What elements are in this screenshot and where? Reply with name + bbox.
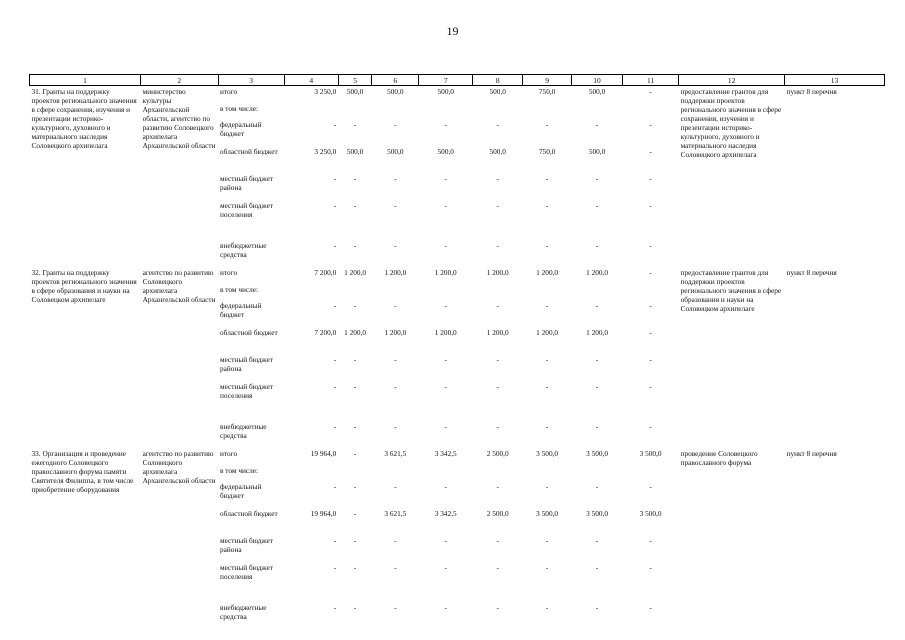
amount-cell: - (444, 200, 447, 210)
amount-cell: - (496, 119, 499, 129)
reference-cell: пункт 8 перечня (786, 87, 837, 96)
amount-cell: 1 200,0 (536, 327, 559, 337)
amount-cell: 3 621,5 (384, 448, 407, 458)
event-name-cell: 32. Гранты на поддержку проектов регионального значения в сфере образования и науки на Соловецком архипелаге (31, 267, 137, 304)
amount-cell: - (496, 602, 499, 612)
amount-cell: - (333, 381, 337, 391)
amount-cell (284, 103, 338, 119)
amount-cell: - (444, 535, 447, 545)
amount-cell: 1 200,0 (344, 327, 366, 337)
amount-cell: - (595, 381, 599, 391)
amount-cell (572, 465, 623, 481)
amount-cell (338, 103, 372, 119)
amount-cell (419, 465, 473, 481)
amount-cell: 1 200,0 (586, 327, 608, 337)
table-row (30, 86, 885, 103)
funding-source-cell: федеральный бюджет (220, 300, 262, 319)
amount-cell (419, 103, 473, 119)
amount-cell: 3 500,0 (639, 508, 662, 518)
amount-cell: - (394, 200, 397, 210)
amount-cell: 1 200,0 (434, 267, 457, 277)
amount-cell: - (496, 535, 499, 545)
amount-cell: - (545, 200, 549, 210)
amount-cell (572, 103, 623, 119)
funding-source-cell: местный бюджет района (220, 354, 273, 373)
amount-cell (623, 284, 679, 300)
amount-cell: - (353, 481, 357, 491)
amount-cell: - (394, 173, 397, 183)
funding-source-cell: внебюджетные средства (220, 602, 267, 621)
amount-cell: - (333, 602, 337, 612)
page-number: 19 (446, 24, 459, 38)
amount-cell: - (394, 354, 397, 364)
amount-cell: 1 200,0 (344, 267, 366, 277)
amount-cell: - (496, 381, 499, 391)
amount-cell: 19 964,0 (310, 508, 337, 518)
amount-cell (473, 465, 523, 481)
result-cell: проведение Соловецкого православного форума (680, 448, 758, 467)
amount-cell: - (394, 300, 397, 310)
table-row (30, 448, 885, 465)
funding-source-cell: местный бюджет района (220, 535, 273, 554)
amount-cell: - (545, 300, 549, 310)
funding-source-cell: итого (220, 267, 238, 277)
amount-cell: - (353, 508, 357, 518)
amount-cell: - (595, 240, 599, 250)
amount-cell: 750,0 (538, 146, 556, 156)
funding-source-cell: в том числе: (220, 465, 259, 475)
amount-cell: - (444, 602, 447, 612)
amount-cell: - (595, 173, 599, 183)
column-number: 9 (523, 75, 572, 86)
amount-cell: - (595, 421, 599, 431)
amount-cell: - (353, 240, 357, 250)
amount-cell: 500,0 (437, 87, 454, 96)
column-number-row (30, 75, 885, 86)
amount-cell: - (649, 354, 652, 364)
amount-cell: - (333, 562, 337, 572)
funding-source-cell: местный бюджет поселения (220, 200, 273, 219)
amount-cell: 500,0 (346, 146, 364, 156)
amount-cell (372, 465, 419, 481)
amount-cell: - (444, 300, 447, 310)
amount-cell: - (595, 535, 599, 545)
funding-source-cell: итого (220, 87, 238, 96)
amount-cell: - (649, 200, 652, 210)
amount-cell: - (353, 300, 357, 310)
funding-source-cell: местный бюджет района (220, 173, 273, 192)
amount-cell: - (394, 240, 397, 250)
amount-cell: - (394, 421, 397, 431)
amount-cell (623, 103, 679, 119)
amount-cell: - (545, 535, 549, 545)
amount-cell (523, 284, 572, 300)
amount-cell (523, 465, 572, 481)
amount-cell: - (353, 173, 357, 183)
funding-source-cell: федеральный бюджет (220, 481, 262, 500)
amount-cell: - (496, 173, 499, 183)
result-cell: предоставление грантов для поддержки проектов регионального значения в сфере образования и науки на Соловецком архипелаге (680, 267, 782, 313)
amount-cell: - (595, 300, 599, 310)
amount-cell: - (496, 240, 499, 250)
amount-cell: - (649, 562, 652, 572)
amount-cell: - (496, 481, 499, 491)
amount-cell: - (353, 535, 357, 545)
event-name-cell: 31. Гранты на поддержку проектов регионального значения в сфере сохранения, изучения и презентации историко-культурного, духовного и материального наследия Соловецкого архипелага (31, 87, 137, 150)
amount-cell: - (545, 602, 549, 612)
amount-cell: - (333, 173, 337, 183)
amount-cell (419, 284, 473, 300)
amount-cell: 1 200,0 (536, 267, 559, 277)
amount-cell: 2 500,0 (486, 448, 509, 458)
amount-cell (338, 284, 372, 300)
column-number: 10 (572, 75, 623, 86)
amount-cell: - (545, 481, 549, 491)
amount-cell: - (353, 200, 357, 210)
amount-cell: - (353, 421, 357, 431)
funding-source-cell: внебюджетные средства (220, 240, 267, 259)
amount-cell (284, 465, 338, 481)
reference-cell: пункт 8 перечня (786, 448, 837, 458)
amount-cell: 1 200,0 (434, 327, 457, 337)
amount-cell: - (496, 354, 499, 364)
funding-source-cell: в том числе: (220, 103, 259, 113)
amount-cell: - (333, 421, 337, 431)
amount-cell: - (333, 240, 337, 250)
column-number: 1 (30, 75, 141, 86)
amount-cell: 500,0 (346, 87, 364, 96)
amount-cell: - (333, 300, 337, 310)
table-row (30, 267, 885, 284)
funding-source-cell: в том числе: (220, 284, 259, 294)
amount-cell: - (394, 535, 397, 545)
amount-cell: - (353, 119, 357, 129)
amount-cell: 500,0 (437, 146, 454, 156)
amount-cell: - (333, 481, 337, 491)
column-number: 5 (338, 75, 372, 86)
column-number: 6 (372, 75, 419, 86)
amount-cell: - (545, 173, 549, 183)
amount-cell: - (353, 381, 357, 391)
reference-cell: пункт 8 перечня (786, 267, 837, 277)
amount-cell (473, 284, 523, 300)
column-number: 2 (141, 75, 218, 86)
amount-cell: 3 500,0 (639, 448, 662, 458)
amount-cell: - (545, 381, 549, 391)
amount-cell: - (649, 421, 652, 431)
column-number: 11 (623, 75, 679, 86)
amount-cell: 3 250,0 (314, 87, 337, 96)
amount-cell: - (444, 562, 447, 572)
amount-cell: 1 200,0 (486, 267, 509, 277)
amount-cell: 7 200,0 (314, 267, 337, 277)
amount-cell: 500,0 (489, 146, 506, 156)
amount-cell: - (595, 119, 599, 129)
amount-cell: - (353, 448, 357, 458)
column-number: 13 (785, 75, 885, 86)
amount-cell: - (353, 562, 357, 572)
amount-cell: 1 200,0 (586, 267, 608, 277)
amount-cell: - (595, 200, 599, 210)
amount-cell: - (496, 421, 499, 431)
amount-cell: - (545, 354, 549, 364)
amount-cell: - (444, 381, 447, 391)
amount-cell: - (394, 381, 397, 391)
amount-cell: - (649, 87, 652, 96)
amount-cell (284, 284, 338, 300)
executor-cell: агентство по развитию Соловецкого архипелага Архангельской области (142, 267, 216, 304)
amount-cell: - (595, 562, 599, 572)
amount-cell: 1 200,0 (384, 267, 407, 277)
amount-cell: - (394, 602, 397, 612)
amount-cell (372, 284, 419, 300)
column-number: 4 (284, 75, 338, 86)
amount-cell: - (545, 562, 549, 572)
amount-cell: - (394, 119, 397, 129)
funding-source-cell: федеральный бюджет (220, 119, 262, 138)
executor-cell: агентство по развитию Соловецкого архипелага Архангельской области (142, 448, 216, 485)
amount-cell (473, 103, 523, 119)
amount-cell: - (353, 354, 357, 364)
amount-cell: - (496, 562, 499, 572)
amount-cell: 3 342,5 (434, 508, 457, 518)
amount-cell: 500,0 (588, 146, 606, 156)
amount-cell: 500,0 (588, 87, 606, 96)
column-number: 3 (218, 75, 284, 86)
funding-source-cell: областной бюджет (220, 146, 278, 156)
amount-cell: - (649, 602, 652, 612)
event-name-cell: 33. Организация и проведение ежегодного Соловецкого православного форума памяти Святителя Филиппа, в том числе приобретение оборудования (31, 448, 134, 494)
amount-cell (338, 465, 372, 481)
amount-cell (523, 103, 572, 119)
amount-cell: - (444, 421, 447, 431)
amount-cell: 7 200,0 (314, 327, 337, 337)
amount-cell: - (595, 602, 599, 612)
amount-cell (623, 465, 679, 481)
amount-cell: 3 500,0 (586, 448, 608, 458)
amount-cell: - (394, 481, 397, 491)
amount-cell: 500,0 (387, 87, 404, 96)
amount-cell: - (595, 481, 599, 491)
amount-cell (372, 103, 419, 119)
amount-cell: - (649, 119, 652, 129)
amount-cell: - (595, 354, 599, 364)
amount-cell: 19 964,0 (310, 448, 337, 458)
amount-cell: - (649, 327, 652, 337)
amount-cell: - (649, 146, 652, 156)
amount-cell: 1 200,0 (384, 327, 407, 337)
amount-cell: - (444, 119, 447, 129)
amount-cell: - (649, 535, 652, 545)
amount-cell: - (649, 300, 652, 310)
amount-cell: - (496, 300, 499, 310)
amount-cell: 3 500,0 (536, 508, 559, 518)
amount-cell: - (545, 119, 549, 129)
amount-cell: 750,0 (538, 87, 556, 96)
amount-cell: 500,0 (387, 146, 404, 156)
program-table (29, 74, 885, 629)
amount-cell: - (649, 381, 652, 391)
amount-cell: - (649, 173, 652, 183)
amount-cell: 500,0 (489, 87, 506, 96)
amount-cell: - (649, 481, 652, 491)
column-number: 12 (679, 75, 785, 86)
amount-cell: - (545, 240, 549, 250)
funding-source-cell: итого (220, 448, 238, 458)
amount-cell: - (333, 354, 337, 364)
amount-cell: 3 500,0 (586, 508, 608, 518)
amount-cell: - (649, 267, 652, 277)
amount-cell (572, 284, 623, 300)
executor-cell: министерство культуры Архангельской области, агентство по развитию Соловецкого архипелага Архангельской области (142, 87, 216, 150)
amount-cell: - (444, 240, 447, 250)
amount-cell: - (333, 200, 337, 210)
funding-source-cell: областной бюджет (220, 327, 278, 337)
amount-cell: 3 500,0 (536, 448, 559, 458)
amount-cell: - (444, 173, 447, 183)
column-number: 7 (419, 75, 473, 86)
funding-source-cell: местный бюджет поселения (220, 562, 273, 581)
column-number: 8 (473, 75, 523, 86)
amount-cell: - (353, 602, 357, 612)
amount-cell: 1 200,0 (486, 327, 509, 337)
amount-cell: - (496, 200, 499, 210)
amount-cell: 3 342,5 (434, 448, 457, 458)
amount-cell: - (444, 354, 447, 364)
amount-cell: - (545, 421, 549, 431)
result-cell: предоставление грантов для поддержки проектов регионального значения в сфере сохранения, изучения и презентации историко-культурного, духовного и материального наследия Соловецкого архипелага (680, 87, 782, 159)
funding-source-cell: местный бюджет поселения (220, 381, 273, 400)
amount-cell: - (333, 119, 337, 129)
amount-cell: 2 500,0 (486, 508, 509, 518)
amount-cell: - (333, 535, 337, 545)
amount-cell: - (394, 562, 397, 572)
funding-source-cell: внебюджетные средства (220, 421, 267, 440)
amount-cell: 3 250,0 (314, 146, 337, 156)
funding-source-cell: областной бюджет (220, 508, 278, 518)
amount-cell: - (444, 481, 447, 491)
amount-cell: 3 621,5 (384, 508, 407, 518)
amount-cell: - (649, 240, 652, 250)
